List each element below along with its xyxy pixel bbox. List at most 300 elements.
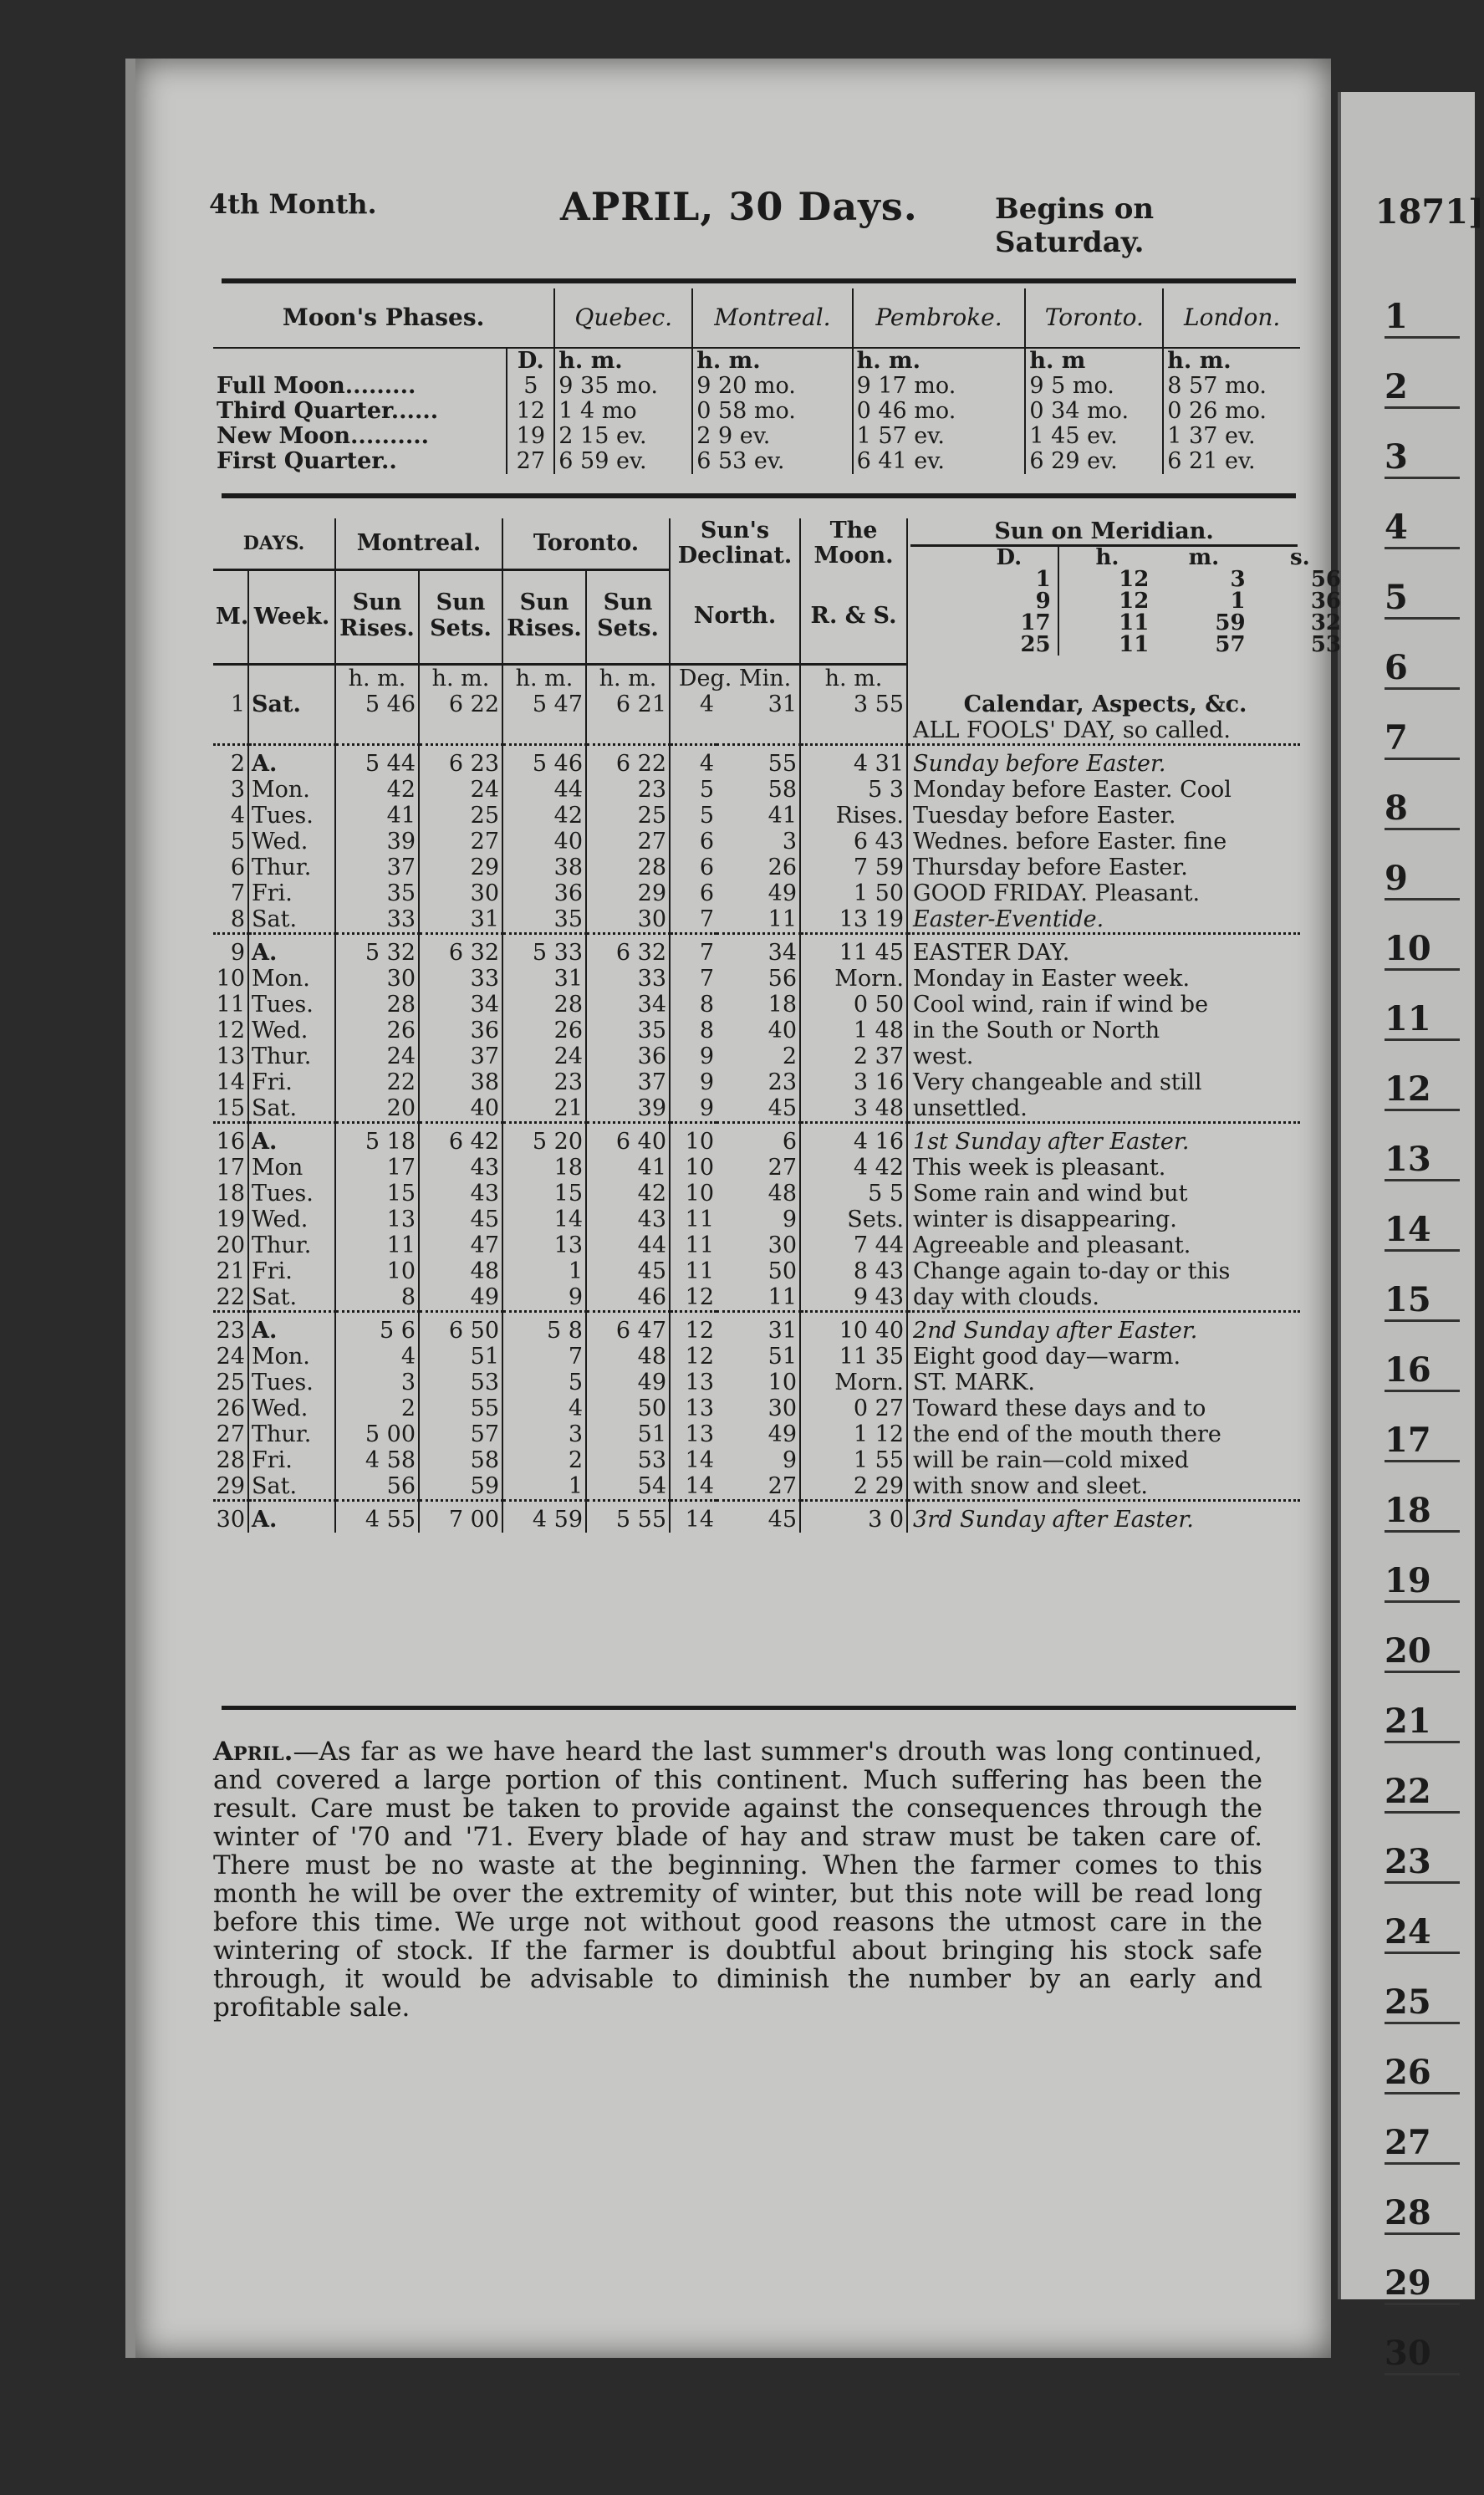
strip-day-number: 27 — [1385, 2123, 1460, 2165]
day-cell: 43 — [419, 1181, 502, 1207]
day-cell: 1 12 — [800, 1421, 907, 1447]
day-cell: Tues. — [248, 992, 335, 1018]
meridian-value: 3 — [1230, 567, 1246, 592]
day-cell: 5 32 — [335, 934, 419, 967]
day-cell: 18 — [717, 992, 800, 1018]
meridian-col: m. — [1188, 545, 1220, 570]
day-cell: 9 43 — [800, 1284, 907, 1312]
calendar-note: unsettled. — [913, 1095, 1028, 1121]
phase-time: 6 21 ev. — [1167, 448, 1256, 474]
phase-time: 6 59 ev. — [554, 449, 692, 474]
phase-time: 0 26 mo. — [1167, 398, 1267, 424]
moon-phase-row — [213, 449, 1300, 474]
day-cell: 2 — [213, 745, 248, 778]
city-toronto: Toronto. — [1025, 288, 1163, 348]
day-cell: 42 — [502, 803, 586, 829]
day-cell: 6 32 — [419, 934, 502, 967]
day-cell: 5 55 — [586, 1501, 670, 1533]
day-cell: 37 — [419, 1043, 502, 1069]
day-cell: 42 — [335, 777, 419, 803]
day-cell: 11 — [213, 992, 248, 1018]
day-cell: 1 — [502, 1473, 586, 1501]
calendar-note: GOOD FRIDAY. Pleasant. — [913, 880, 1201, 906]
day-cell: 48 — [419, 1258, 502, 1284]
day-cell: 22 — [213, 1284, 248, 1312]
day-cell: 12 — [670, 1312, 717, 1344]
meridian-value: 36 — [1310, 589, 1342, 614]
calendar-note: Some rain and wind but — [913, 1181, 1188, 1207]
day-cell: 40 — [502, 829, 586, 855]
day-cell: 28 — [213, 1447, 248, 1473]
day-cell: 8 — [335, 1284, 419, 1312]
day-cell: 11 — [685, 1232, 714, 1258]
calendar-heading: Calendar, Aspects, &c. — [963, 691, 1247, 717]
day-cell: 10 — [335, 1258, 419, 1284]
moon-phase-row — [213, 399, 1300, 424]
meridian-row — [961, 634, 1348, 656]
day-cell: 5 44 — [335, 745, 419, 778]
day-cell: 11 — [685, 1207, 714, 1232]
strip-day-number: 2 — [1385, 367, 1460, 409]
day-row — [213, 745, 1300, 778]
day-cell: 40 — [419, 1095, 502, 1123]
day-cell: 38 — [419, 1069, 502, 1095]
day-cell: 1 55 — [800, 1447, 907, 1473]
day-cell: 8 — [699, 992, 714, 1018]
meridian-value: 11 — [1119, 610, 1150, 635]
day-cell: 8 43 — [800, 1258, 907, 1284]
day-cell: 11 — [685, 1258, 714, 1284]
day-cell: 9 — [699, 1095, 714, 1121]
day-cell: 7 — [502, 1344, 586, 1370]
phase-day: 27 — [507, 449, 554, 474]
day-cell: Wed. — [248, 1395, 335, 1421]
day-cell: 50 — [586, 1395, 670, 1421]
phase-name: Full Moon......... — [213, 374, 507, 399]
day-row — [213, 829, 1300, 855]
day-cell: Sat. — [248, 906, 335, 934]
day-row — [213, 777, 1300, 803]
day-cell: 45 — [717, 1501, 800, 1533]
strip-day-number: 21 — [1385, 1702, 1460, 1743]
strip-day-number: 15 — [1385, 1280, 1460, 1322]
col-mtl-sets: Sun Sets. — [419, 570, 502, 665]
phase-time: 2 9 ev. — [692, 424, 852, 449]
day-cell: 8 — [699, 1018, 714, 1043]
day-row — [213, 906, 1300, 934]
day-cell: 6 22 — [586, 745, 670, 778]
day-cell: 12 — [685, 1284, 714, 1310]
day-cell: 43 — [419, 1155, 502, 1181]
day-row — [213, 1344, 1300, 1370]
day-cell: 18 — [502, 1155, 586, 1181]
day-cell: 51 — [586, 1421, 670, 1447]
calendar-note: Eight good day—warm. — [913, 1344, 1181, 1370]
moon-phases-heading: Moon's Phases. — [213, 288, 554, 348]
day-cell: 13 — [502, 1232, 586, 1258]
meridian-value: 12 — [1119, 567, 1150, 592]
meridian-value: 56 — [1310, 567, 1342, 592]
day-cell: 5 — [213, 829, 248, 855]
day-cell: 31 — [419, 906, 502, 934]
day-cell: 6 — [213, 855, 248, 880]
calendar-note: 2nd Sunday after Easter. — [907, 1312, 1300, 1344]
day-cell: 7 — [699, 966, 714, 992]
unit-label: h. m. — [554, 348, 692, 374]
meridian-col: h. — [1095, 545, 1119, 570]
strip-day-number: 20 — [1385, 1631, 1460, 1673]
day-cell: 14 — [685, 1473, 714, 1499]
strip-day-number: 28 — [1385, 2193, 1460, 2235]
strip-day-number: 14 — [1385, 1210, 1460, 1252]
meridian-col: s. — [1289, 545, 1310, 570]
day-cell: 28 — [586, 855, 670, 880]
calendar-note: Sunday before Easter. — [907, 745, 1300, 778]
col-rs: R. & S. — [800, 570, 907, 665]
day-cell: 30 — [419, 880, 502, 906]
sun-meridian — [907, 518, 1342, 691]
day-cell: Sat. — [248, 1284, 335, 1312]
day-cell: 3 — [502, 1421, 586, 1447]
phase-time: 0 46 mo. — [853, 399, 1026, 424]
phase-name: First Quarter.. — [213, 449, 507, 474]
day-cell: 45 — [419, 1207, 502, 1232]
strip-day-number: 5 — [1385, 578, 1460, 620]
day-cell: 6 42 — [419, 1123, 502, 1156]
strip-day-number: 13 — [1385, 1140, 1460, 1181]
day-row — [213, 1473, 1300, 1501]
day-cell: 2 37 — [800, 1043, 907, 1069]
day-cell: 15 — [335, 1181, 419, 1207]
day-cell: 40 — [717, 1018, 800, 1043]
day-row — [213, 1501, 1300, 1533]
day-cell: 26 — [213, 1395, 248, 1421]
calendar-note: Toward these days and to — [913, 1395, 1206, 1421]
day-row — [213, 803, 1300, 829]
day-cell: 20 — [335, 1095, 419, 1123]
day-row — [213, 1370, 1300, 1395]
day-cell: 27 — [717, 1473, 800, 1501]
day-cell: 46 — [586, 1284, 670, 1312]
day-cell: 44 — [502, 777, 586, 803]
day-cell: 30 — [335, 966, 419, 992]
unit-label: h. m. — [800, 665, 907, 692]
unit-label: Deg. Min. — [670, 665, 800, 692]
calendar-note: Easter-Eventide. — [913, 906, 1104, 932]
calendar-note: 1st Sunday after Easter. — [907, 1123, 1300, 1156]
day-cell: 10 — [717, 1370, 800, 1395]
day-row — [213, 1284, 1300, 1312]
day-cell: Rises. — [800, 803, 907, 829]
calendar-note: west. — [913, 1043, 974, 1069]
col-tor-sets: Sun Sets. — [586, 570, 670, 665]
day-cell: 5 6 — [335, 1312, 419, 1344]
unit-label: h. m. — [692, 348, 852, 374]
day-cell: 56 — [335, 1473, 419, 1501]
day-cell: 59 — [419, 1473, 502, 1501]
meridian-value: 17 — [961, 612, 1058, 634]
day-cell: 1 — [213, 691, 248, 745]
day-cell: 49 — [717, 1421, 800, 1447]
day-cell: 50 — [717, 1258, 800, 1284]
phase-time: 2 15 ev. — [554, 424, 692, 449]
day-cell: 6 22 — [419, 691, 502, 745]
day-cell: 8 — [213, 906, 248, 934]
strip-day-number: 16 — [1385, 1350, 1460, 1392]
day-cell: 37 — [586, 1069, 670, 1095]
day-cell: 11 — [335, 1232, 419, 1258]
day-cell: 10 — [685, 1181, 714, 1207]
day-cell: 55 — [717, 745, 800, 778]
day-cell: Morn. — [800, 1370, 907, 1395]
day-cell: 5 — [699, 803, 714, 829]
day-cell: 11 45 — [800, 934, 907, 967]
day-cell: 49 — [419, 1284, 502, 1312]
strip-day-number: 4 — [1385, 508, 1460, 549]
col-week: Week. — [248, 570, 335, 665]
day-cell: 55 — [419, 1395, 502, 1421]
day-cell: 43 — [586, 1207, 670, 1232]
day-cell: 7 59 — [800, 855, 907, 880]
day-cell: 6 40 — [586, 1123, 670, 1156]
day-cell: 20 — [213, 1232, 248, 1258]
strip-day-number: 9 — [1385, 859, 1460, 901]
day-row — [213, 691, 1300, 745]
day-cell: 3 — [335, 1370, 419, 1395]
col-tor-rises: Sun Rises. — [502, 570, 586, 665]
day-cell: 24 — [213, 1344, 248, 1370]
day-cell: 7 — [670, 934, 717, 967]
unit-label: h. m — [1025, 348, 1163, 374]
meridian-value: 9 — [961, 590, 1058, 612]
strip-day-number: 18 — [1385, 1491, 1460, 1533]
day-cell: 4 42 — [800, 1155, 907, 1181]
strip-day-number: 11 — [1385, 999, 1460, 1041]
day-row — [213, 1312, 1300, 1344]
meridian-value: 1 — [1230, 589, 1246, 614]
day-cell: 34 — [717, 934, 800, 967]
phase-time: 9 5 mo. — [1025, 374, 1163, 399]
phase-day: 5 — [507, 374, 554, 399]
day-cell: 39 — [335, 829, 419, 855]
day-cell: 31 — [502, 966, 586, 992]
day-cell: 14 — [213, 1069, 248, 1095]
day-cell: 25 — [586, 803, 670, 829]
month-number: 4th Month. — [209, 188, 377, 220]
day-cell: 4 16 — [800, 1123, 907, 1156]
strip-day-number: 10 — [1385, 929, 1460, 971]
calendar-note: with snow and sleet. — [913, 1473, 1149, 1499]
day-cell: 53 — [586, 1447, 670, 1473]
day-cell: A. — [248, 1123, 335, 1156]
phase-time: 0 34 mo. — [1025, 399, 1163, 424]
meridian-value: 11 — [1119, 632, 1150, 657]
meridian-col: D. — [961, 547, 1058, 569]
day-cell: 5 — [699, 777, 714, 803]
moon-phase-row — [213, 374, 1300, 399]
day-cell: Mon — [248, 1155, 335, 1181]
calendar-note: Wednes. before Easter. fine — [913, 829, 1227, 855]
meridian-row — [961, 569, 1348, 590]
toronto-heading: Toronto. — [502, 518, 670, 570]
day-cell: A. — [248, 745, 335, 778]
day-cell: 6 43 — [800, 829, 907, 855]
day-cell: 30 — [717, 1232, 800, 1258]
day-row — [213, 1155, 1300, 1181]
daily-table — [213, 518, 1342, 1533]
table-bottom-rule — [222, 1706, 1296, 1710]
meridian-row — [961, 590, 1348, 612]
days-heading: DAYS. — [213, 518, 335, 570]
day-cell: 30 — [213, 1501, 248, 1533]
day-cell: A. — [248, 934, 335, 967]
day-cell: 10 40 — [800, 1312, 907, 1344]
day-row — [213, 1123, 1300, 1156]
city-montreal: Montreal. — [692, 288, 852, 348]
day-row — [213, 1447, 1300, 1473]
day-row — [213, 934, 1300, 967]
calendar-note: Agreeable and pleasant. — [913, 1232, 1191, 1258]
day-cell: 57 — [419, 1421, 502, 1447]
moon-phases-table — [213, 288, 1300, 474]
day-cell: 9 — [717, 1447, 800, 1473]
day-row — [213, 1095, 1300, 1123]
day-cell: Sat. — [248, 1095, 335, 1123]
day-cell: 5 47 — [502, 691, 586, 745]
page-header — [209, 184, 1484, 259]
strip-day-number: 19 — [1385, 1561, 1460, 1603]
day-row — [213, 1043, 1300, 1069]
day-cell: Morn. — [800, 966, 907, 992]
strip-day-number: 12 — [1385, 1069, 1460, 1111]
phase-day: 12 — [507, 399, 554, 424]
calendar-note: Thursday before Easter. — [913, 855, 1188, 880]
strip-day-number: 30 — [1385, 2334, 1460, 2375]
day-cell: 5 5 — [800, 1181, 907, 1207]
calendar-note: 3rd Sunday after Easter. — [907, 1501, 1300, 1533]
day-cell: 25 — [213, 1370, 248, 1395]
calendar-note: in the South or North — [913, 1018, 1160, 1043]
day-cell: 58 — [419, 1447, 502, 1473]
day-cell: 33 — [335, 906, 419, 934]
day-cell: 13 — [685, 1395, 714, 1421]
day-cell: 14 — [670, 1501, 717, 1533]
day-cell: 25 — [419, 803, 502, 829]
meridian-value: 32 — [1310, 610, 1342, 635]
strip-day-number: 24 — [1385, 1912, 1460, 1954]
moon-phase-row — [213, 424, 1300, 449]
calendar-note: This week is pleasant. — [913, 1155, 1166, 1181]
day-cell: 10 — [670, 1123, 717, 1156]
day-cell: 27 — [586, 829, 670, 855]
col-north: North. — [670, 570, 800, 665]
day-cell: 17 — [213, 1155, 248, 1181]
day-row — [213, 1018, 1300, 1043]
day-cell: 12 — [213, 1018, 248, 1043]
strip-day-number: 29 — [1385, 2263, 1460, 2305]
day-cell: 48 — [586, 1344, 670, 1370]
montreal-heading: Montreal. — [335, 518, 502, 570]
meridian-value: 57 — [1215, 632, 1246, 657]
day-cell: 35 — [335, 880, 419, 906]
day-cell: 5 46 — [335, 691, 419, 745]
day-cell: 9 — [699, 1043, 714, 1069]
day-cell: 37 — [335, 855, 419, 880]
col-m: M. — [213, 570, 248, 665]
day-cell: Wed. — [248, 1018, 335, 1043]
day-cell: 0 50 — [800, 992, 907, 1018]
day-cell: Sat. — [248, 691, 335, 745]
strip-day-number: 1 — [1385, 297, 1460, 339]
day-cell: 35 — [586, 1018, 670, 1043]
day-cell: 2 — [502, 1447, 586, 1473]
day-cell: 5 8 — [502, 1312, 586, 1344]
col-mtl-rises: Sun Rises. — [335, 570, 419, 665]
day-cell: 5 — [502, 1370, 586, 1395]
day-cell: 58 — [717, 777, 800, 803]
day-cell: 3 — [717, 829, 800, 855]
day-cell: 29 — [213, 1473, 248, 1501]
day-cell: 4 — [502, 1395, 586, 1421]
day-cell: 11 — [717, 1284, 800, 1312]
day-cell: 6 23 — [419, 745, 502, 778]
meridian-value: 53 — [1310, 632, 1342, 657]
day-cell: 36 — [419, 1018, 502, 1043]
day-cell: 36 — [586, 1043, 670, 1069]
day-cell: 7 00 — [419, 1501, 502, 1533]
day-cell: Thur. — [248, 1232, 335, 1258]
begins-on: Begins on Saturday. — [995, 192, 1155, 259]
day-cell: 41 — [335, 803, 419, 829]
day-cell: Thur. — [248, 855, 335, 880]
day-cell: 6 50 — [419, 1312, 502, 1344]
city-london: London. — [1184, 304, 1281, 331]
phase-time: 1 57 ev. — [853, 424, 1026, 449]
day-cell: 1 50 — [800, 880, 907, 906]
day-cell: 23 — [586, 777, 670, 803]
unit-label: h. m. — [502, 665, 586, 692]
day-cell: 6 — [699, 855, 714, 880]
day-cell: 31 — [717, 1312, 800, 1344]
day-cell: Mon. — [248, 777, 335, 803]
day-cell: 9 — [502, 1284, 586, 1312]
day-cell: 6 — [699, 829, 714, 855]
april-note — [213, 1737, 1262, 2022]
day-cell: 33 — [419, 966, 502, 992]
day-cell: 44 — [586, 1232, 670, 1258]
strip-day-number: 26 — [1385, 2053, 1460, 2094]
strip-day-number: 22 — [1385, 1772, 1460, 1814]
phase-time: 1 37 ev. — [1167, 423, 1256, 449]
day-cell: 5 18 — [335, 1123, 419, 1156]
day-row — [213, 1069, 1300, 1095]
day-cell: 14 — [685, 1447, 714, 1473]
day-row — [213, 1232, 1300, 1258]
day-cell: 7 — [699, 906, 714, 932]
phase-time: 0 58 mo. — [692, 399, 852, 424]
day-cell: 5 46 — [502, 745, 586, 778]
day-cell: 4 — [670, 745, 717, 778]
day-cell: 10 — [213, 966, 248, 992]
day-cell: 54 — [586, 1473, 670, 1501]
day-cell: 7 44 — [800, 1232, 907, 1258]
year-label: 1871] — [1374, 192, 1484, 232]
calendar-note: Cool wind, rain if wind be — [913, 992, 1209, 1018]
day-cell: 22 — [335, 1069, 419, 1095]
phase-time: 8 57 mo. — [1167, 373, 1267, 399]
day-cell: 4 55 — [335, 1501, 419, 1533]
day-cell: 24 — [502, 1043, 586, 1069]
